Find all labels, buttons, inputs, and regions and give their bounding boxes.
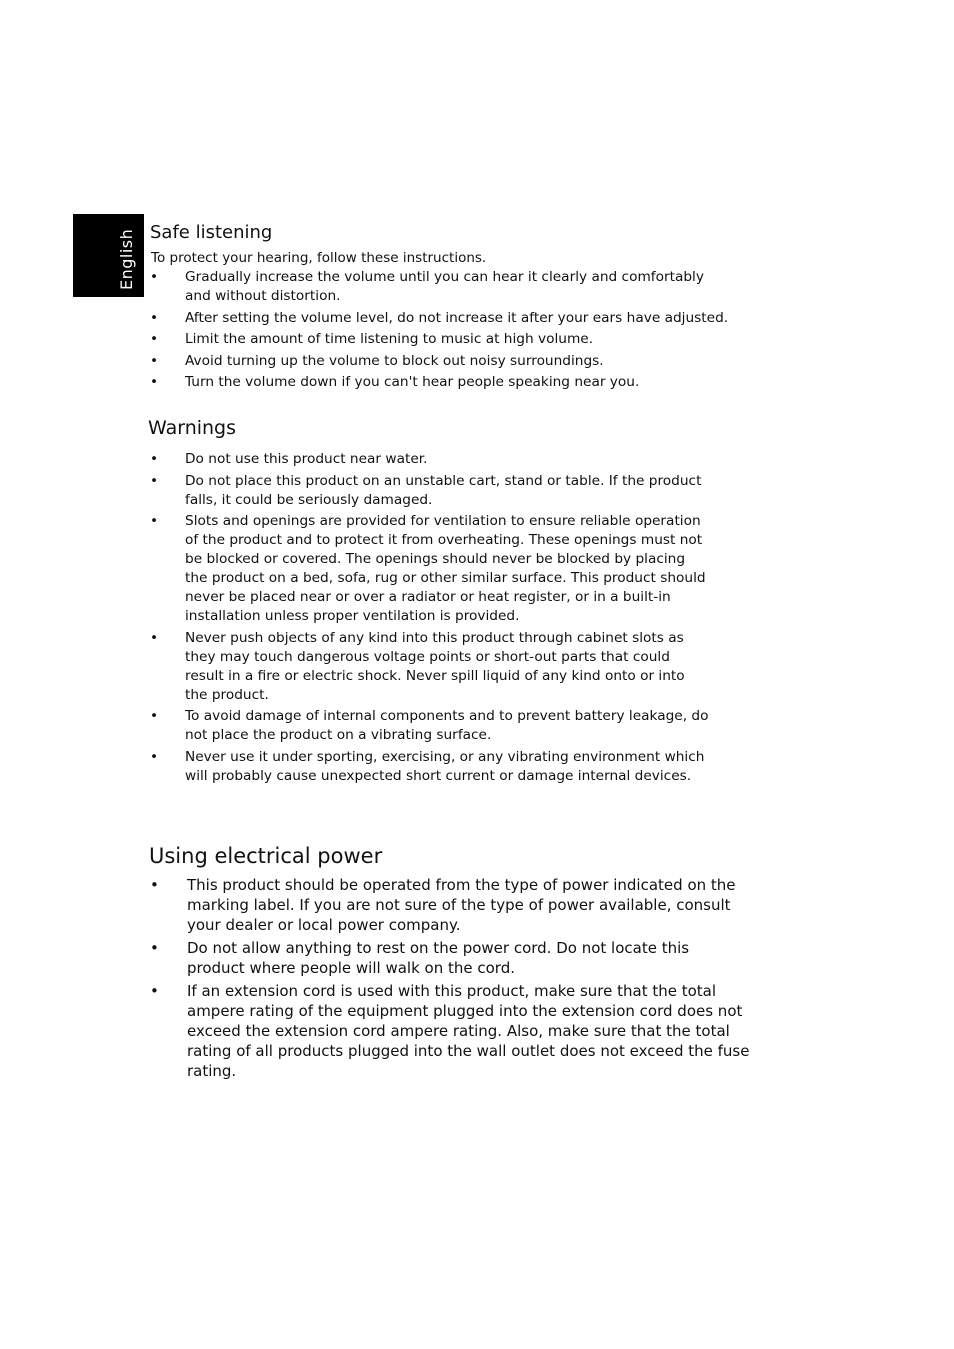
list-item: • Gradually increase the volume until you can hear it clearly and comfortably and without distortion. [150, 269, 704, 304]
list-item: • Limit the amount of time listening to music at high volume. [150, 331, 594, 347]
bullet-icon: • [150, 269, 159, 285]
warnings-heading: Warnings [148, 417, 237, 439]
list-item: • If an extension cord is used with this product, make sure that the total ampere rating of the equipment plugged into the extension cord does not exceed the extension cord ampere rating. Also, make sure that the total rating of all products plugged into the wall outlet does not exceed the fuse rating. [150, 982, 750, 1080]
bullet-icon: • [150, 309, 159, 326]
list-item: • Do not allow anything to rest on the power cord. Do not locate this product where people will walk on the cord. [150, 939, 690, 977]
bullet-icon: • [150, 629, 159, 646]
list-item: • Avoid turning up the volume to block out noisy surroundings. [150, 352, 604, 369]
bullet-icon: • [150, 451, 159, 467]
bullet-icon: • [150, 939, 159, 957]
electrical-power-heading: Using electrical power [149, 844, 383, 868]
list-item: • Never use it under sporting, exercising, or any vibrating environment which will probably cause unexpected short current or damage internal devices. [150, 748, 705, 784]
list-item: • Do not use this product near water. [150, 451, 428, 467]
bullet-icon: • [150, 472, 159, 489]
bullet-icon: • [150, 876, 159, 894]
bullet-icon: • [150, 331, 159, 347]
bullet-icon: • [150, 513, 159, 529]
list-item: • Turn the volume down if you can't hear people speaking near you. [150, 374, 640, 390]
bullet-icon: • [150, 708, 159, 724]
list-item: • After setting the volume level, do not increase it after your ears have adjusted. [150, 309, 729, 326]
list-item: • This product should be operated from the type of power indicated on the marking label. If you are not sure of the type of power available, consult your dealer or local power company. [150, 876, 736, 934]
safe-listening-intro: To protect your hearing, follow these instructions. [151, 250, 487, 266]
safe-listening-list [150, 268, 730, 395]
bullet-icon: • [150, 982, 159, 1000]
bullet-icon: • [150, 374, 159, 390]
list-item: • Slots and openings are provided for ventilation to ensure reliable operation of the product and to protect it from overheating. These openings must not be blocked or covered. The openings should never be blocked by placing the product on a bed, sofa, rug or other similar surface. This product should never be placed near or over a radiator or heat register, or in a built-in installation unless proper ventilation is provided. [150, 513, 706, 624]
list-item: • Do not place this product on an unstable cart, stand or table. If the product falls, it could be seriously damaged. [150, 472, 702, 508]
language-tab-label: English [117, 228, 136, 290]
safe-listening-heading: Safe listening [150, 222, 273, 243]
bullet-icon: • [150, 352, 159, 369]
electrical-power-list [150, 875, 750, 1084]
warnings-list [150, 450, 710, 788]
bullet-icon: • [150, 748, 159, 765]
list-item: • To avoid damage of internal components and to prevent battery leakage, do not place the product on a vibrating surface. [150, 708, 709, 743]
list-item: • Never push objects of any kind into this product through cabinet slots as they may touch dangerous voltage points or short-out parts that could result in a fire or electric shock. Never spill liquid of any kind onto or into the product. [150, 629, 685, 703]
